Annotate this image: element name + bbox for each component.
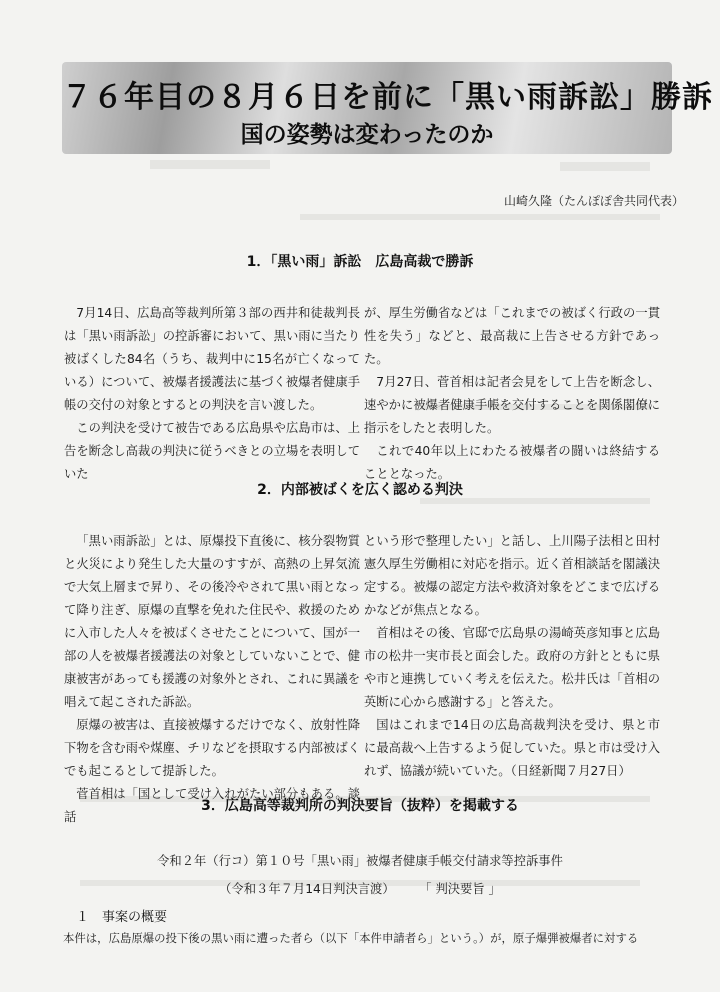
section-3-heading: 3．広島高等裁判所の判決要旨（抜粋）を掲載する — [201, 798, 519, 814]
paragraph: 7月14日、広島高等裁判所第３部の西井和徒裁判長は「黒い雨訴訟」の控訴審において、黒い雨に当たり被ばくした84名（うち、裁判中に15名が亡くなっている）について、被爆者援護法に基づく被爆者健康手帳の交付の対象とするとの判決を言い渡した。 — [64, 306, 360, 412]
paragraph: 「黒い雨訴訟」とは、原爆投下直後に、核分裂物質と火災により発生した大量のすすが、高熱の上昇気流で大気上層まで昇り、その後冷やされて黒い雨となって降り注ぎ、原爆の直撃を免れた住民や、救援のために入市した人々を被ばくさせたことについて、国が一部の人を被爆者援護法の対象としていないことで、健康被害があっても援護の対象外とされ、これに異議を唱えて起こされた訴訟。 — [64, 534, 360, 709]
page-subtitle: 国の姿勢は変わったのか — [240, 122, 494, 148]
paragraph: この判決を受けて被告である広島県や広島市は、上告を断念し高裁の判決に従うべきとの立場を表明していた — [64, 421, 360, 481]
body-text-line: 本件は，広島原爆の投下後の黒い雨に遭った者ら（以下「本件申請者ら」という。）が，原子爆弾被爆者に対する — [63, 931, 639, 945]
author-byline: 山崎久隆（たんぽぽ舎共同代表） — [503, 194, 684, 208]
section-1-right-column — [364, 302, 660, 486]
paragraph: 首相はその後、官邸で広島県の湯崎英彦知事と広島市の松井一実市長と面会した。政府の方針とともに県や市と連携していく考えを伝えた。松井氏は「首相の英断に心から感謝する」と答えた。 — [364, 626, 660, 709]
paragraph: 菅首相は「国として受け入れがたい部分もある。談話 — [64, 787, 360, 824]
bleed-through-mark — [560, 162, 650, 171]
paragraph: という形で整理したい」と話し、上川陽子法相と田村憲久厚生労働相に対応を指示。近く首相談話を閣議決定する。被爆の認定方法や救済対象をどこまで広げるかなどが焦点となる。 — [364, 534, 660, 617]
judgment-date-line: （令和３年７月14日判決言渡） 「 判決要旨 」 — [219, 882, 501, 896]
section-2-right-column — [364, 530, 660, 783]
bleed-through-mark — [150, 160, 270, 169]
page-title: ７６年目の８月６日を前に「黒い雨訴訟」勝訴 — [62, 80, 713, 115]
paragraph: 国はこれまで14日の広島高裁判決を受け、県と市に最高裁へ上告するよう促していた。県と市は受け入れず、協議が続いていた。（日経新聞７月27日） — [364, 718, 661, 778]
paragraph: 7月27日、菅首相は記者会見をして上告を断念し、速やかに被爆者健康手帳を交付することを関係閣僚に指示をしたと表明した。 — [364, 375, 660, 435]
bleed-through-mark — [300, 214, 660, 220]
paragraph: これで40年以上にわたる被爆者の闘いは終結することとなった。 — [364, 444, 660, 481]
section-1-left-column — [64, 302, 360, 486]
section-2-heading: 2．内部被ばくを広く認める判決 — [257, 482, 463, 498]
section-1-heading: 1．「黒い雨」訴訟 広島高裁で勝訴 — [246, 254, 474, 270]
section-2-left-column — [64, 530, 360, 829]
paragraph: が、厚生労働省などは「これまでの被ばく行政の一貫性を失う」などと、最高裁に上告させる方針であった。 — [364, 306, 660, 366]
case-title-line: 令和２年（行コ）第１０号「黒い雨」被爆者健康手帳交付請求等控訴事件 — [157, 854, 563, 868]
subsection-heading: １ 事案の概要 — [76, 910, 168, 925]
paragraph: 原爆の被害は、直接被爆するだけでなく、放射性降下物を含む雨や煤塵、チリなどを摂取する内部被ばくでも起こるとして提訴した。 — [64, 718, 360, 778]
